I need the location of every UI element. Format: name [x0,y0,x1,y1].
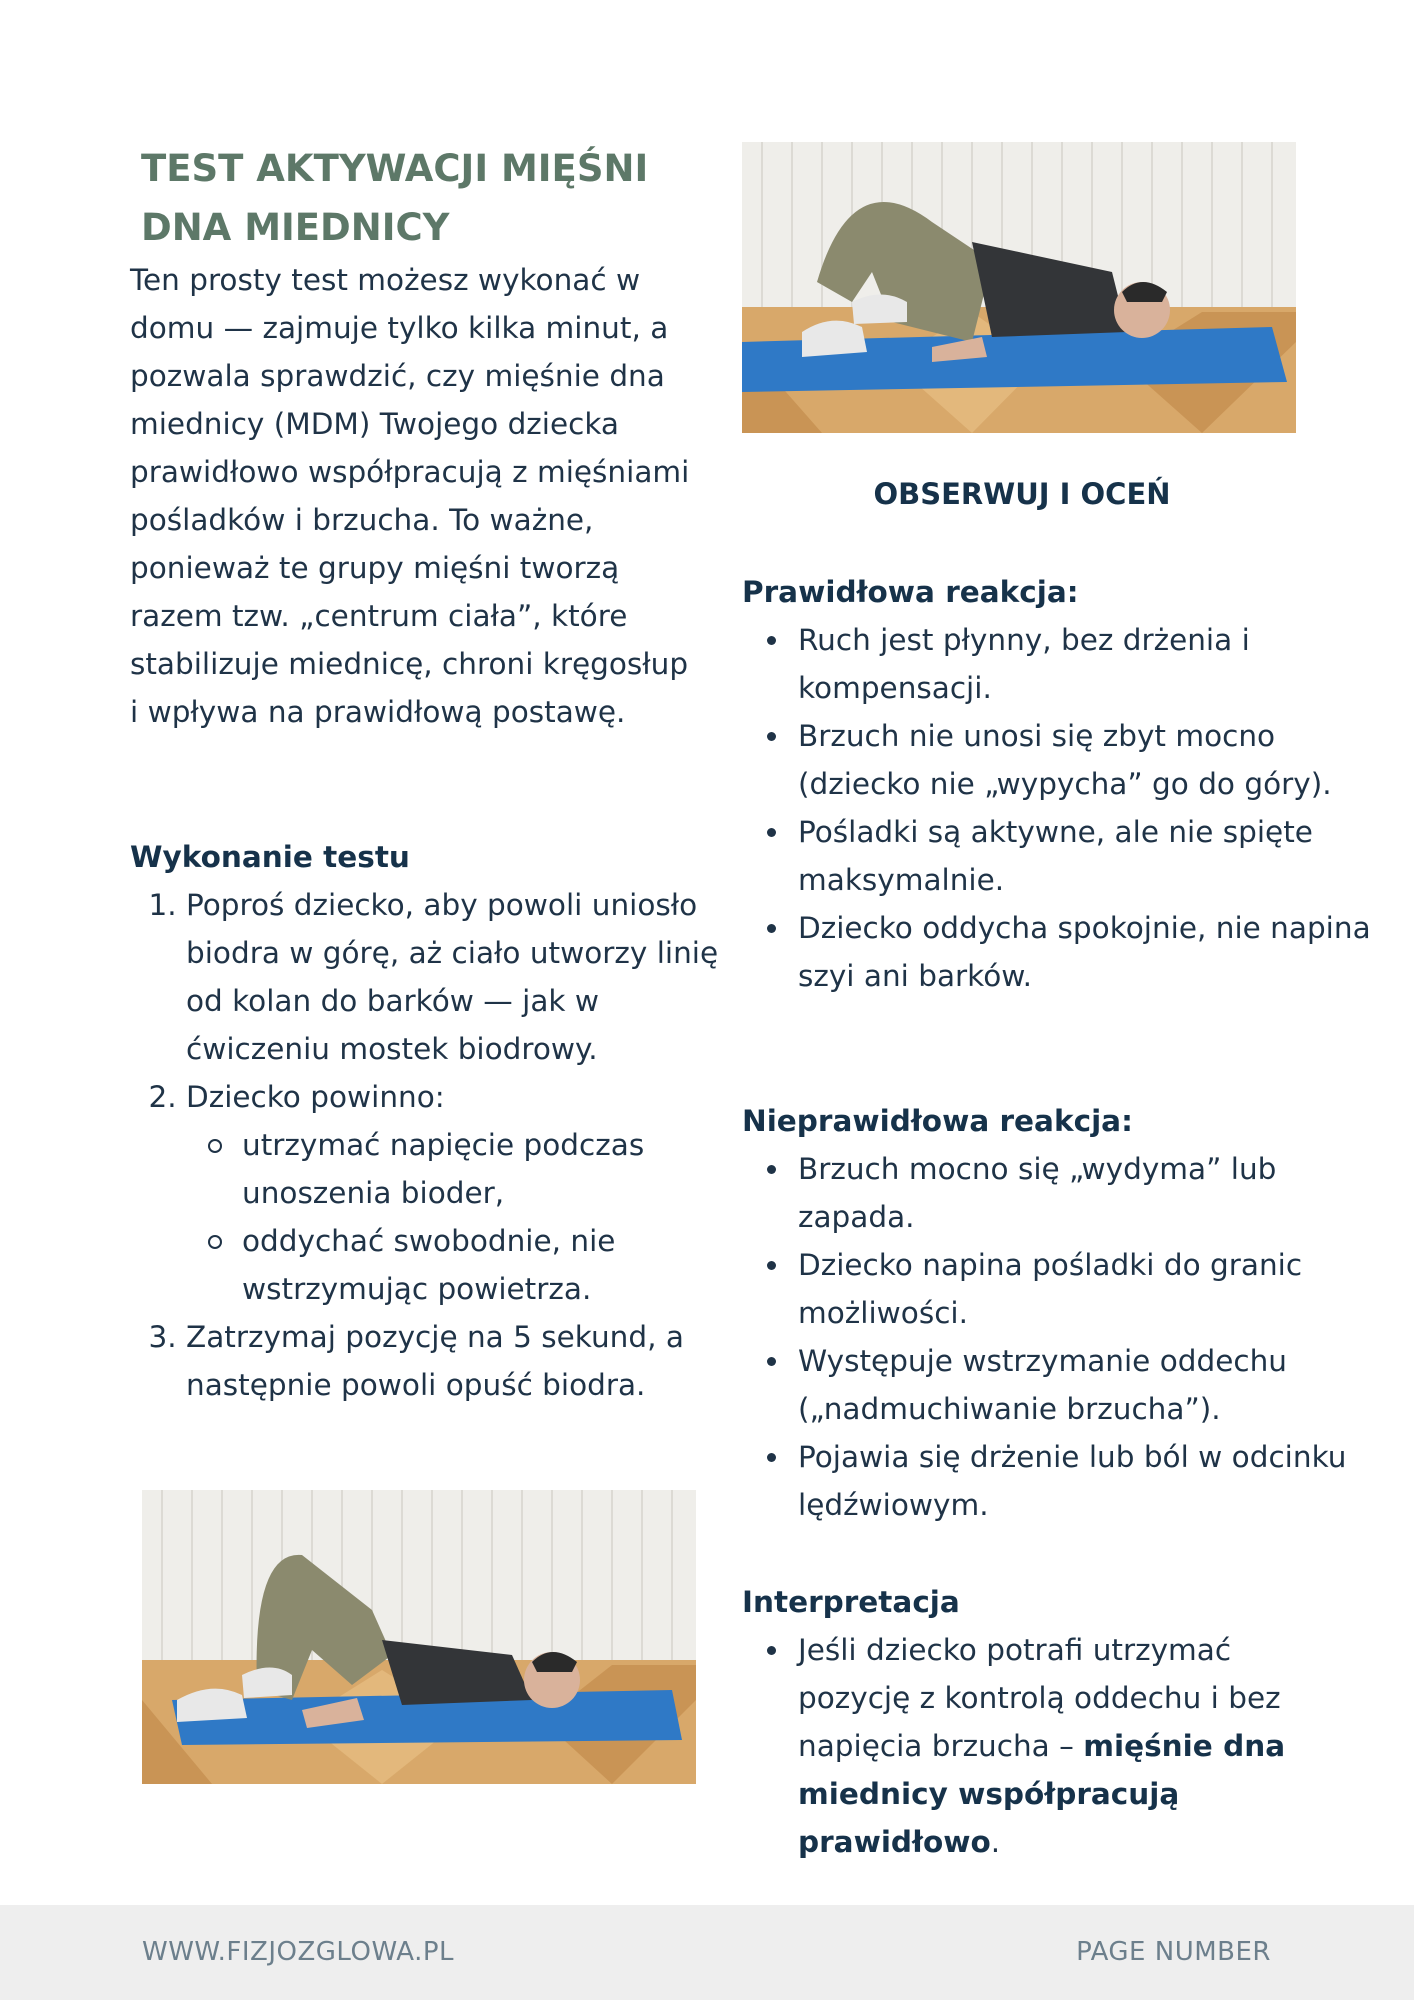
bridge-photo-bottom [142,1490,696,1784]
observe-heading: OBSERWUJ I OCEŃ [873,477,1171,511]
list-item: Dziecko napina pośladki do granic możliwości. [798,1241,1378,1337]
title-line-1: TEST AKTYWACJI MIĘŚNI [141,147,649,190]
step-text: Dziecko powinno: [186,1080,445,1114]
title-line-2: DNA MIEDNICY [141,206,450,249]
execution-steps [140,881,746,1409]
list-item: Ruch jest płynny, bez drżenia i kompensacji. [798,616,1378,712]
step-item: 3. Zatrzymaj pozycję na 5 sekund, a następnie powoli opuść biodra. [186,1313,746,1409]
step-item: 1. Poproś dziecko, aby powoli uniosło biodra w górę, aż ciało utworzy linię od kolan do barków — jak w ćwiczeniu mostek biodrowy. [186,881,746,1073]
interpretation-list [742,1626,1338,1866]
incorrect-reaction-heading: Nieprawidłowa reakcja: [742,1104,1133,1138]
bridge-photo-top [742,142,1296,433]
bridge-illustration [142,1490,696,1784]
footer-page-number: PAGE NUMBER [1076,1937,1271,1967]
incorrect-reaction-list [742,1145,1378,1529]
sub-item: oddychać swobodnie, nie wstrzymując powietrza. [242,1217,746,1313]
bridge-illustration [742,142,1296,433]
interpretation-heading: Interpretacja [742,1585,960,1619]
footer [0,1905,1414,2000]
list-item [798,1626,1338,1866]
footer-website[interactable]: WWW.FIZJOZGLOWA.PL [142,1937,454,1967]
list-item: Dziecko oddycha spokojnie, nie napina szyi ani barków. [798,904,1378,1000]
list-item: Pojawia się drżenie lub ból w odcinku lędźwiowym. [798,1433,1378,1529]
step-sublist [186,1121,746,1313]
execution-heading: Wykonanie testu [130,840,410,874]
correct-reaction-list [742,616,1378,1000]
list-item: Brzuch mocno się „wydyma” lub zapada. [798,1145,1378,1241]
step-item [186,1073,746,1313]
correct-reaction-heading: Prawidłowa reakcja: [742,575,1079,609]
sub-item: utrzymać napięcie podczas unoszenia bioder, [242,1121,746,1217]
interp-end: . [990,1825,1001,1859]
list-item: Brzuch nie unosi się zbyt mocno (dziecko nie „wypycha” go do góry). [798,712,1378,808]
intro-paragraph: Ten prosty test możesz wykonać w domu — zajmuje tylko kilka minut, a pozwala sprawdzić, czy mięśnie dna miednicy (MDM) Twojego dziecka prawidłowo współpracują z mięśniami pośladków i brzucha. To ważne, ponieważ te grupy mięśni tworzą razem tzw. „centrum ciała”, które stabilizuje miednicę, chroni kręgosłup i wpływa na prawidłową postawę. [130,263,690,729]
list-item: Występuje wstrzymanie oddechu („nadmuchiwanie brzucha”). [798,1337,1378,1433]
page-title [141,139,701,257]
interp-text: Jeśli dziecko potrafi utrzymać pozycję z kontrolą oddechu i bez napięcia brzucha – [798,1633,1281,1763]
interp-bold: mięśnie dna miednicy współpracują prawidłowo [798,1729,1286,1859]
list-item: Pośladki są aktywne, ale nie spięte maksymalnie. [798,808,1378,904]
